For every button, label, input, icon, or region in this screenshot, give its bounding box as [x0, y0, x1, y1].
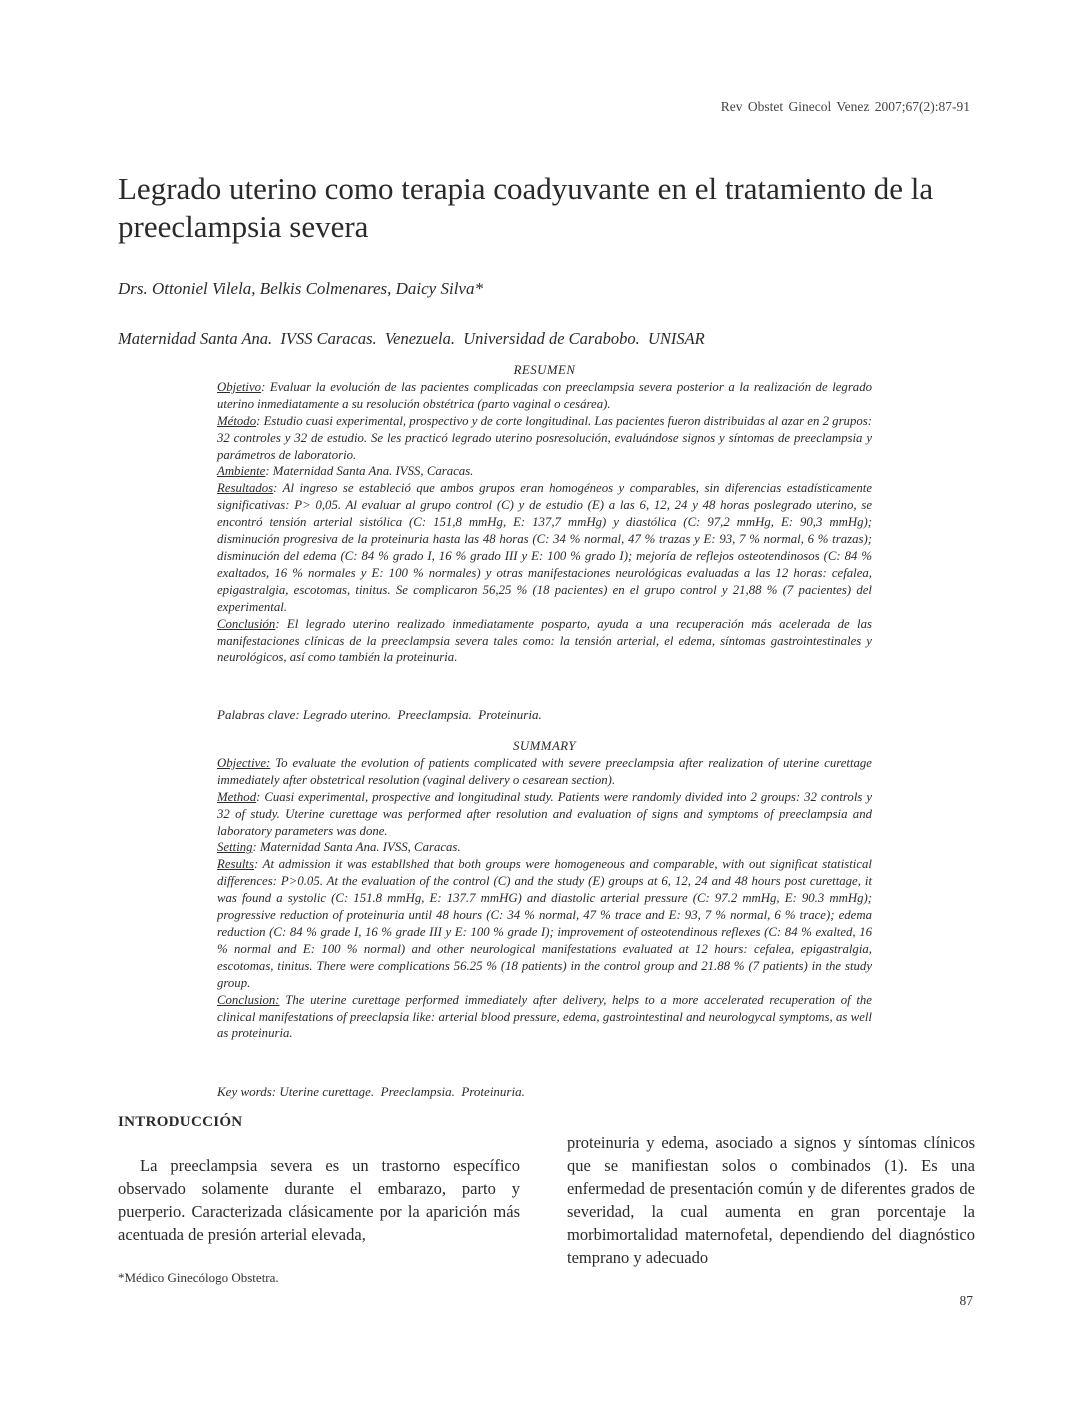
conclusion-text: : El legrado uterino realizado inmediatamente posparto, ayuda a una recuperación más acelerada de las manifestaciones clínicas de la preeclampsia severa tales como: la tensión arterial, el edema, síntomas gastrointestinales y neurológicos, así como también la proteinuria. — [217, 616, 872, 665]
method-label: Method — [217, 789, 257, 804]
summary-results — [217, 856, 872, 991]
resumen-heading: RESUMEN — [513, 363, 576, 377]
summary-block — [217, 738, 872, 1042]
resumen-conclusion — [217, 616, 872, 667]
ambiente-label: Ambiente — [217, 464, 266, 479]
metodo-label: Método — [217, 413, 257, 428]
objective-text: To evaluate the evolution of patients complicated with severe preeclampsia after realization of uterine curettage immediately after obstetrical resolution (vaginal delivery o cesarean section). — [217, 755, 872, 787]
setting-text: : Maternidad Santa Ana. IVSS, Caracas. — [252, 840, 461, 855]
resumen-objetivo — [217, 379, 872, 413]
resultados-label: Resultados — [217, 481, 274, 496]
resultados-text: : Al ingreso se estableció que ambos grupos eran homogéneos y comparables, sin diferencias estadísticamente significativas: P> 0,05. Al evaluar al grupo control (C) y de estudio (E) a las 6, 12, 24 y 48 horas poslegrado uterino, se encontró tensión arterial sistólica (C: 151,8 mmHg, E: 137,7 mmHg) y diastólica (C: 97,2 mmHg, E: 90,3 mmHg); disminución progresiva de la proteinuria hasta las 48 horas (C: 34 % normal, 47 % trazas y E: 93, 7 % normal, 6 % trazas); disminución del edema (C: 84 % grado I, 16 % grado III y E: 100 % grado I); mejoría de reflejos osteotendinosos (C: 84 % exaltados, 16 % normales y E: 100 % normales) y otras manifestaciones neurológicas evaluadas a las 12 horas: cefalea, epigastralgia, escotomas, tinitus. Se complicaron 56,25 % (18 pacientes) en el grupo control y 21,88 % (7 pacientes) del experimental. — [217, 481, 872, 614]
summary-objective — [217, 755, 872, 789]
key-words: Key words: Uterine curettage. Preeclampsia. Proteinuria. — [217, 1084, 525, 1099]
affiliation: Maternidad Santa Ana. IVSS Caracas. Venezuela. Universidad de Carabobo. UNISAR — [118, 329, 705, 348]
page-number: 87 — [959, 1293, 973, 1308]
setting-label: Setting — [217, 840, 253, 855]
objective-label: Objective: — [217, 755, 271, 770]
objetivo-text: : Evaluar la evolución de las pacientes complicadas con preeclampsia severa posterior a la realización de legrado uterino inmediatamente a su resolución obstétrica (parto vaginal o cesárea). — [217, 379, 872, 411]
results-text: : At admission it was establlshed that both groups were homogeneous and comparable, with out significat statistical differences: P>0.05. At the evaluation of the control (C) and the study (E) groups at 6, 12, 24 and 48 hours post curettage, it was found a systolic (C: 151.8 mmHg, E: 137.7 mmHG) and diastolic arterial pressure (C: 97.2 mmHg, E: 90.3 mmHg); progressive reduction of proteinuria until 48 hours (C: 34 % normal, 47 % trace and E: 93, 7 % normal, 6 % trace); edema reduction (C: 84 % grade I, 16 % grade III y E: 100 % grade I); improvement of osteotendinous reflexes (C: 84 % exalted, 16 % normal and E: 100 % normal) and other neurological manifestations evaluated at 12 hours: cefalea, epigastralgia, escotomas, tinitus. There were complications 56.25 % (18 patients) in the control group and 21.88 % (7 patients) in the study group. — [217, 857, 872, 990]
palabras-clave: Palabras clave: Legrado uterino. Preeclampsia. Proteinuria. — [217, 707, 542, 722]
metodo-text: : Estudio cuasi experimental, prospectivo y de corte longitudinal. Las pacientes fueron distribuidas al azar en 2 grupos: 32 controles y 32 de estudio. Se les practicó legrado uterino posresolución, evaluándose signos y síntomas de preeclampsia y parámetros de laboratorio. — [217, 413, 872, 462]
intro-left-column — [118, 1154, 520, 1246]
intro-right-column — [567, 1131, 975, 1269]
conclusion-text-en: The uterine curettage performed immediately after delivery, helps to a more accelerated recuperation of the clinical manifestations of preeclapsia like: arterial blood pressure, edema, gastrointestinal and neurologycal symptoms, as well as proteinuria. — [217, 992, 872, 1041]
article-title: Legrado uterino como terapia coadyuvante en el tratamiento de la preeclampsia severa — [118, 171, 934, 244]
resumen-ambiente — [217, 463, 872, 480]
authors: Drs. Ottoniel Vilela, Belkis Colmenares, Daicy Silva* — [118, 279, 483, 298]
method-text: : Cuasi experimental, prospective and longitudinal study. Patients were randomly divided into 2 groups: 32 controls y 32 of study. Uterine curettage was performed after resolution and evaluation of signs and symptoms of preeclampsia and laboratory parameters was done. — [217, 789, 872, 838]
intro-heading: INTRODUCCIÓN — [118, 1114, 243, 1130]
summary-setting — [217, 839, 872, 856]
resumen-resultados — [217, 480, 872, 615]
intro-paragraph-right: proteinuria y edema, asociado a signos y síntomas clínicos que se manifiestan solos o combinados (1). Es una enfermedad de presentación común y de diferentes grados de severidad, la cual aumenta en gran porcentaje la morbimortalidad maternofetal, dependiendo del diagnóstico temprano y adecuado — [567, 1133, 975, 1267]
resumen-block — [217, 362, 872, 666]
resumen-metodo — [217, 413, 872, 464]
intro-paragraph-left: La preeclampsia severa es un trastorno específico observado solamente durante el embarazo, parto y puerperio. Caracterizada clásicamente por la aparición más acentuada de presión arterial elevada, — [118, 1156, 520, 1244]
summary-conclusion — [217, 992, 872, 1043]
summary-heading: SUMMARY — [513, 739, 576, 753]
conclusion-label: Conclusión — [217, 616, 276, 631]
objetivo-label: Objetivo — [217, 379, 262, 394]
results-label: Results — [217, 857, 254, 872]
summary-method — [217, 789, 872, 840]
footnote: *Médico Ginecólogo Obstetra. — [118, 1270, 279, 1285]
journal-citation: Rev Obstet Ginecol Venez 2007;67(2):87-91 — [720, 99, 970, 114]
conclusion-label-en: Conclusion: — [217, 992, 280, 1007]
ambiente-text: : Maternidad Santa Ana. IVSS, Caracas. — [265, 464, 474, 479]
